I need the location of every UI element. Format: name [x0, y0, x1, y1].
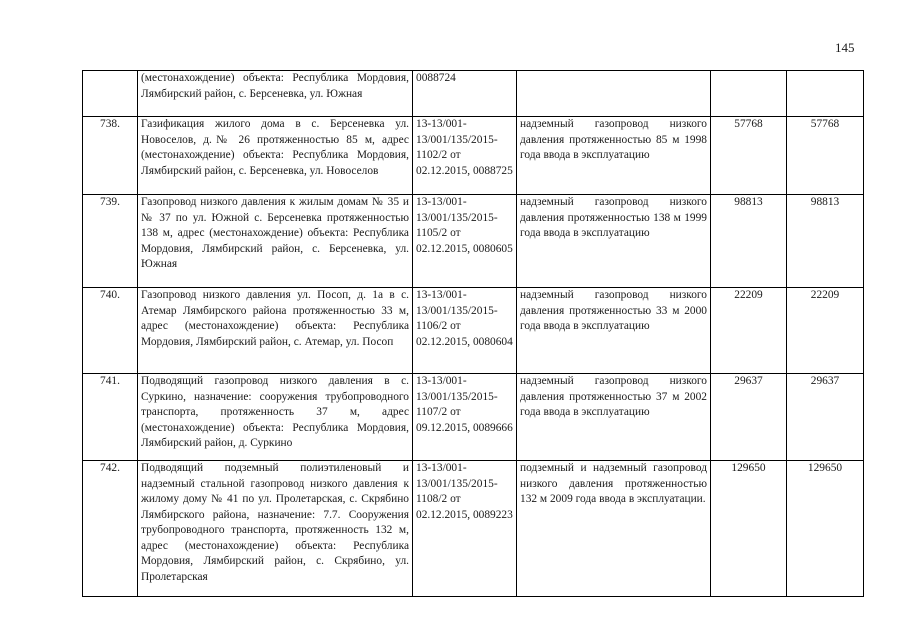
- table-row: [83, 117, 864, 195]
- registration-record: 13-13/001-13/001/135/2015-1108/2 от 02.12.2015, 0089223: [413, 461, 517, 597]
- row-number: 739.: [83, 195, 138, 288]
- table-row: [83, 195, 864, 288]
- registration-record: 13-13/001-13/001/135/2015-1106/2 от 02.12.2015, 0080604: [413, 288, 517, 374]
- object-description: надземный газопровод низкого давления протяженностью 37 м 2002 года ввода в эксплуатацию: [517, 374, 711, 461]
- row-number: 741.: [83, 374, 138, 461]
- table-row: [83, 374, 864, 461]
- object-name: Газопровод низкого давления к жилым домам № 35 и № 37 по ул. Южной с. Берсеневка протяженностью 138 м, адрес (местонахождение) объекта: Республика Мордовия, Лямбирский район, с. Берсеневка, ул. Южная: [138, 195, 413, 288]
- value-cell-1: 57768: [711, 117, 787, 195]
- registration-record: 13-13/001-13/001/135/2015-1102/2 от 02.12.2015, 0088725: [413, 117, 517, 195]
- property-registry-table: [82, 70, 864, 597]
- value-cell-2: 57768: [787, 117, 864, 195]
- object-description: подземный и надземный газопровод низкого давления протяженностью 132 м 2009 года ввода в эксплуатации.: [517, 461, 711, 597]
- object-name: (местонахождение) объекта: Республика Мордовия, Лямбирский район, с. Берсеневка, ул. Южная: [138, 71, 413, 117]
- registration-record: 0088724: [413, 71, 517, 117]
- object-description: надземный газопровод низкого давления протяженностью 33 м 2000 года ввода в эксплуатацию: [517, 288, 711, 374]
- registration-record: 13-13/001-13/001/135/2015-1107/2 от 09.12.2015, 0089666: [413, 374, 517, 461]
- value-cell-2: 29637: [787, 374, 864, 461]
- value-cell-2: 129650: [787, 461, 864, 597]
- table-row: [83, 288, 864, 374]
- object-name: Газификация жилого дома в с. Берсеневка ул. Новоселов, д.№ 26 протяженностью 85 м, адрес (местонахождение) объекта: Республика Мордовия, Лямбирский район, с. Берсеневка, ул. Новоселов: [138, 117, 413, 195]
- page-number: 145: [835, 40, 855, 55]
- value-cell-2: 22209: [787, 288, 864, 374]
- table-row: [83, 461, 864, 597]
- value-cell-1: 22209: [711, 288, 787, 374]
- row-number: 738.: [83, 117, 138, 195]
- value-cell-1: [711, 71, 787, 117]
- value-cell-1: 29637: [711, 374, 787, 461]
- row-number: 740.: [83, 288, 138, 374]
- object-name: Подводящий газопровод низкого давления в с. Суркино, назначение: сооружения трубопроводного транспорта, протяженность 37 м, адрес (местонахождение) объекта: Республика Мордовия, Лямбирский район, д. Суркино: [138, 374, 413, 461]
- object-description: надземный газопровод низкого давления протяженностью 138 м 1999 года ввода в эксплуатацию: [517, 195, 711, 288]
- row-number: 742.: [83, 461, 138, 597]
- value-cell-2: [787, 71, 864, 117]
- row-number: [83, 71, 138, 117]
- value-cell-2: 98813: [787, 195, 864, 288]
- value-cell-1: 129650: [711, 461, 787, 597]
- object-description: надземный газопровод низкого давления протяженностью 85 м 1998 года ввода в эксплуатацию: [517, 117, 711, 195]
- object-name: Газопровод низкого давления ул. Посоп, д. 1а в с. Атемар Лямбирского района протяженностью 33 м, адрес (местонахождение) объекта: Республика Мордовия, Лямбирский район, с. Атемар, ул. Посоп: [138, 288, 413, 374]
- value-cell-1: 98813: [711, 195, 787, 288]
- registration-record: 13-13/001-13/001/135/2015-1105/2 от 02.12.2015, 0080605: [413, 195, 517, 288]
- object-name: Подводящий подземный полиэтиленовый и надземный стальной газопровод низкого давления к жилому дому № 41 по ул. Пролетарская, с. Скрябино Лямбирского района, назначение: 7.7. Сооружения трубопроводного транспорта, протяженность 132 м, адрес (местонахождение) объекта: Республика Мордовия, Лямбирский район, с. Скрябино, ул. Пролетарская: [138, 461, 413, 597]
- object-description: [517, 71, 711, 117]
- table-row: [83, 71, 864, 117]
